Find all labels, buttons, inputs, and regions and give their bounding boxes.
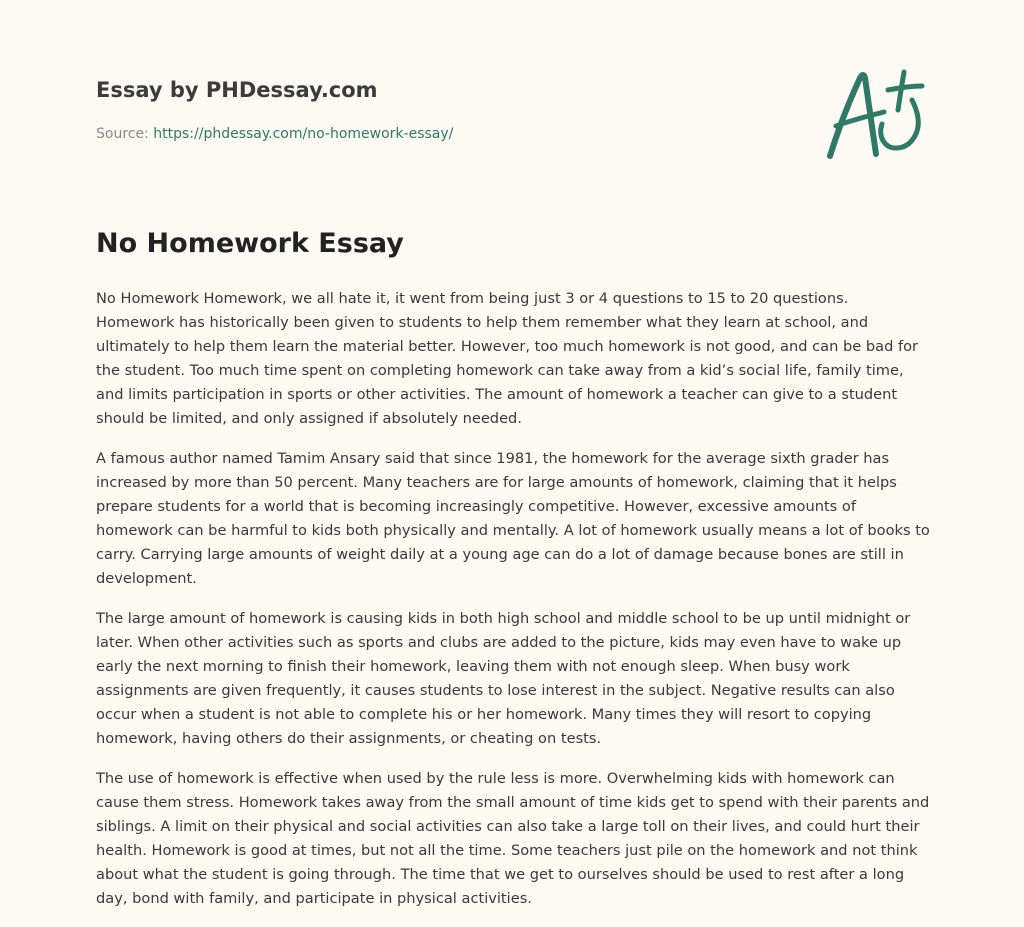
a-plus-grade-icon (822, 68, 928, 164)
source-label: Source: (96, 126, 149, 142)
paragraph: A famous author named Tamim Ansary said that since 1981, the homework for the average sixth grader has increased by more than 50 percent. Many teachers are for large amounts of homework, claiming that it helps prepare students for a world that is becoming increasingly competitive. However, excessive amounts of homework can be harmful to kids both physically and mentally. A lot of homework usually means a lot of books to carry. Carrying large amounts of weight daily at a young age can do a lot of damage because bones are still in development. (96, 450, 930, 587)
paragraph: No Homework Homework, we all hate it, it went from being just 3 or 4 questions to 15 to 20 questions. Homework has historically been given to students to help them remember what they learn at school, and ultimately to help them learn the material better. However, too much homework is not good, and can be bad for the student. Too much time spent on completing homework can take away from a kid’s social life, family time, and limits participation in sports or other activities. The amount of homework a teacher can give to a student should be limited, and only assigned if absolutely needed. (96, 290, 919, 427)
site-title: Essay by PHDessay.com (96, 78, 378, 102)
source-line (96, 124, 796, 144)
paragraph: The large amount of homework is causing kids in both high school and middle school to be up until midnight or later. When other activities such as sports and clubs are added to the picture, kids may even have to wake up early the next morning to finish their homework, leaving them with not enough sleep. When busy work assignments are given frequently, it causes students to lose interest in the subject. Negative results can also occur when a student is not able to complete his or her homework. Many times they will resort to copying homework, having others do their assignments, or cheating on tests. (96, 610, 911, 747)
source-link[interactable]: https://phdessay.com/no-homework-essay/ (153, 126, 454, 142)
page-header (96, 76, 796, 144)
article (96, 224, 930, 927)
essay-title: No Homework Essay (96, 228, 404, 259)
paragraph: The use of homework is effective when used by the rule less is more. Overwhelming kids with homework can cause them stress. Homework takes away from the small amount of time kids get to spend with their parents and siblings. A limit on their physical and social activities can also take a large toll on their lives, and could hurt their health. Homework is good at times, but not all the time. Some teachers just pile on the homework and not think about what the student is going through. The time that we get to ourselves should be used to rest after a long day, bond with family, and participate in physical activities. (96, 770, 930, 907)
